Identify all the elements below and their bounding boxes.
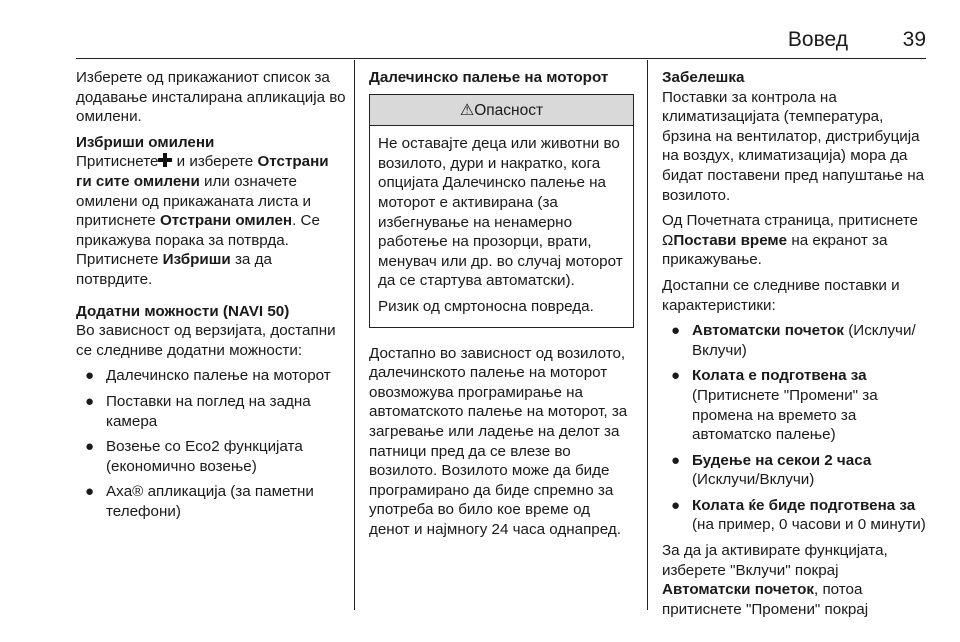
bullet-icon: ● xyxy=(85,367,95,385)
bullet-icon: ● xyxy=(85,438,95,456)
column-divider-2 xyxy=(647,60,648,610)
clock-icon: Ω xyxy=(662,231,674,249)
header-rule xyxy=(76,58,926,59)
list-item xyxy=(76,437,346,476)
delete-favorites-paragraph xyxy=(76,152,346,289)
list-item xyxy=(76,482,346,521)
text-run: на екранот за прикажување. xyxy=(662,231,888,269)
list-item-text: (на пример, 0 часови и 0 минути) xyxy=(692,516,926,534)
page-number: 39 xyxy=(902,28,926,51)
danger-risk: Ризик од смртоносна повреда. xyxy=(378,297,594,315)
list-item-text: (Притиснете "Промени" за промена на времето за автоматско палење) xyxy=(692,386,878,444)
page-header xyxy=(76,28,926,58)
bold-term: Колата е подготвена за xyxy=(692,367,867,385)
list-item xyxy=(76,366,346,386)
list-item-text: Далечинско палење на моторот xyxy=(106,367,331,385)
additional-options-intro: Во зависност од верзијата, достапни се следниве додатни можности: xyxy=(76,322,336,359)
available-settings-paragraph: Достапни се следниве поставки и карактеристики: xyxy=(662,276,900,314)
bold-term: Колата ќе биде подготвена за xyxy=(692,496,916,514)
bullet-icon: ● xyxy=(85,483,95,501)
text-run: или означете омилени од прикажаната листа и притиснете xyxy=(76,172,311,230)
text-run: . Се прикажува порака за потврда. Притиснете xyxy=(76,212,320,269)
activate-paragraph xyxy=(662,541,928,619)
danger-title: Опасност xyxy=(474,101,544,119)
bullet-icon: ● xyxy=(671,451,681,469)
warning-triangle-icon: ⚠ xyxy=(459,101,475,119)
text-run: , потоа притиснете "Промени" покрај xyxy=(662,581,869,618)
bullet-icon: ● xyxy=(85,392,95,410)
remote-start-heading: Далечинско палење на моторот xyxy=(369,69,609,86)
home-paragraph xyxy=(662,211,928,270)
list-item-text: (Исклучи/ Вклучи) xyxy=(692,322,916,359)
additional-options-heading: Додатни можности (NAVI 50) xyxy=(76,302,290,320)
list-item-text: Axa® апликација (за паметни телефони) xyxy=(106,483,314,520)
bold-term: Отстрани ги сите омилени xyxy=(76,153,329,190)
danger-box xyxy=(369,94,634,328)
list-item xyxy=(662,451,928,490)
danger-body xyxy=(370,126,633,326)
text-run: Притиснете xyxy=(76,153,159,171)
danger-header xyxy=(370,95,633,127)
column-1 xyxy=(76,68,346,527)
column-3 xyxy=(662,68,928,625)
list-item-text: Поставки на поглед на задна камера xyxy=(106,392,311,430)
text-run: и изберете xyxy=(172,153,258,171)
danger-text: Не оставајте деца или животни во возилото, дури и накратко, кога опцијата Далечинско палење на моторот е активирана (за избегнување на ненамерно работење на прозорци, врати, менувач или др. во случај моторот да се стартува автоматски). xyxy=(378,135,623,290)
column-divider-1 xyxy=(354,60,355,610)
bold-term: Автоматски почеток xyxy=(662,581,814,599)
text-run: За да ја активирате функцијата, изберете "Вклучи" покрај xyxy=(662,542,888,579)
bold-term: Автоматски почеток xyxy=(692,322,844,340)
column-2 xyxy=(369,68,634,545)
text-run: за да потврдите. xyxy=(76,251,272,288)
intro-paragraph: Изберете од прикажаниот список за додавање инсталирана апликација во омилени. xyxy=(76,69,346,126)
settings-list xyxy=(662,321,928,535)
remote-start-paragraph: Достапно во зависност од возилото, далечинското палење на моторот овозможува програмирање на автоматското палење на моторот, за загревање или ладење на делот за патници пред да се влезе во возилото. Возилото може да биде програмирано да биде спремно за употреба во било кое време од денот и најмногу 24 часа однапред. xyxy=(369,344,628,538)
list-item xyxy=(662,496,928,535)
options-list xyxy=(76,366,346,521)
note-heading: Забелешка xyxy=(662,69,745,86)
delete-favorites-heading: Избриши омилени xyxy=(76,133,215,151)
bullet-icon: ● xyxy=(671,367,681,385)
bullet-icon: ● xyxy=(671,496,681,514)
list-item xyxy=(662,321,928,360)
list-item xyxy=(662,366,928,444)
text-run: Од Почетната страница, притиснете xyxy=(662,212,918,230)
note-paragraph: Поставки за контрола на климатизацијата (температура, брзина на вентилатор, дистрибуција на воздух, климатизација) мора да бидат поставени пред напуштање на возилото. xyxy=(662,88,925,204)
bold-term: Избриши xyxy=(162,251,231,269)
bold-term: Постави време xyxy=(673,231,788,249)
list-item-text: (Исклучи/Вклучи) xyxy=(692,471,815,489)
plus-icon xyxy=(158,153,172,167)
bold-term: Отстрани омилен xyxy=(159,212,293,230)
bold-term: Будење на секои 2 часа xyxy=(692,451,872,469)
bullet-icon: ● xyxy=(671,322,681,340)
section-title: Вовед xyxy=(787,28,848,51)
list-item xyxy=(76,392,346,431)
list-item-text: Возење со Eco2 функцијата (економично возење) xyxy=(106,438,303,475)
